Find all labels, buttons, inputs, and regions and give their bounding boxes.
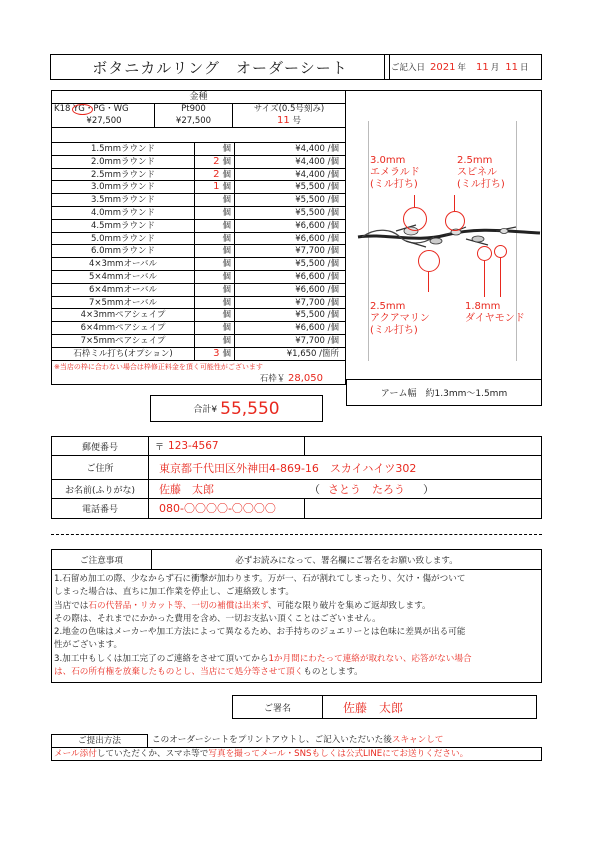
date-month[interactable]: 11 <box>475 61 489 73</box>
stone-price: ¥5,500 /個 <box>295 310 339 321</box>
stone-row[interactable] <box>51 245 346 258</box>
stone-price: ¥4,400 /個 <box>295 144 339 154</box>
stone-qty-unit: 個 <box>222 233 231 244</box>
stone-quantity[interactable] <box>195 297 235 309</box>
stone-price: ¥4,400 /個 <box>295 169 339 180</box>
furigana-value[interactable]: さとう たろう <box>328 483 405 496</box>
stone-row[interactable] <box>51 181 346 194</box>
stone-price: ¥5,500 /個 <box>295 182 339 193</box>
stone-name: 6×4mmオーバル <box>52 284 195 296</box>
stone-list <box>51 142 346 361</box>
stone-qty-unit: 個 <box>222 156 231 167</box>
stone-row[interactable] <box>51 156 346 169</box>
stone-price: ¥7,700 /個 <box>295 246 339 257</box>
stone-qty-value[interactable]: 3 <box>213 347 220 359</box>
k18-prefix: K18 <box>54 104 71 114</box>
stone-qty-unit: 個 <box>222 195 231 206</box>
stone-qty-unit: 個 <box>222 220 231 231</box>
name-field[interactable]: 佐藤 太郎 （ さとう たろう ） <box>159 483 434 496</box>
date-field[interactable] <box>384 54 542 80</box>
signature-box[interactable] <box>232 695 537 719</box>
stone-row[interactable] <box>51 284 346 297</box>
stone-name: 7×5mmオーバル <box>52 297 195 309</box>
submission-instructions: メール添付していただくか、スマホ等で写真を撮ってメール・SNSもしくは公式LINEにてお送りください。 <box>51 747 542 761</box>
notes-heading: ご注意事項 <box>52 550 152 569</box>
stone-name: 5×4mmオーバル <box>52 271 195 283</box>
postal-field[interactable] <box>149 437 305 455</box>
diamond-marker-1 <box>477 246 492 261</box>
k18-options: YG・PG・WG <box>73 104 129 114</box>
stone-name: 4×3mmペアシェイプ <box>52 309 195 321</box>
stone-name: 4.0mmラウンド <box>52 207 195 219</box>
pt-price: ¥27,500 <box>175 116 212 126</box>
day-unit: 日 <box>519 63 529 73</box>
postal-value[interactable]: 123-4567 <box>168 440 219 452</box>
arm-width-box <box>346 380 542 406</box>
grand-total-box <box>150 395 323 422</box>
diamond-marker-2 <box>494 245 507 258</box>
stone-name: 3.0mmラウンド <box>52 181 195 193</box>
stone-qty-unit: 個 <box>222 207 231 218</box>
stone-quantity[interactable] <box>195 335 235 347</box>
stone-row[interactable] <box>51 220 346 233</box>
stone-row[interactable] <box>51 207 346 220</box>
stone-price: ¥1,650 /箇所 <box>286 348 339 359</box>
stone-row[interactable] <box>51 322 346 335</box>
address-label: ご住所 <box>52 456 149 479</box>
stone-quantity[interactable] <box>195 156 235 168</box>
selection-circle <box>72 104 93 115</box>
stone-qty-unit: 個 <box>222 348 231 359</box>
stone-price: ¥6,600 /個 <box>295 220 339 231</box>
phone-label: 電話番号 <box>52 499 149 518</box>
size-value[interactable]: 11 <box>277 115 290 126</box>
stone-qty-value[interactable]: 2 <box>213 168 220 180</box>
emerald-label: 3.0mm エメラルド (ミル打ち) <box>370 155 420 190</box>
metal-section <box>51 90 346 128</box>
stone-qty-unit: 個 <box>222 297 231 308</box>
date-label: ご記入日 <box>391 63 426 73</box>
stone-quantity[interactable] <box>195 348 235 360</box>
stone-qty-unit: 個 <box>222 169 231 180</box>
stone-quantity[interactable] <box>195 258 235 270</box>
date-year[interactable]: 2021 <box>430 61 456 73</box>
title-text: ボタニカルリング オーダーシート <box>92 58 348 77</box>
aquamarine-marker <box>418 250 440 272</box>
stone-name: 2.5mmラウンド <box>52 169 195 181</box>
stone-price: ¥5,500 /個 <box>295 207 339 218</box>
stone-qty-value[interactable]: 1 <box>213 181 220 193</box>
stone-total <box>51 373 346 385</box>
page-title <box>50 54 390 80</box>
aquamarine-label: 2.5mm アクアマリン (ミル打ち) <box>370 301 430 336</box>
stone-row[interactable] <box>51 194 346 207</box>
stone-row[interactable] <box>51 258 346 271</box>
dashed-separator <box>51 534 542 535</box>
stone-row[interactable] <box>51 348 346 361</box>
month-unit: 月 <box>490 63 500 73</box>
stone-qty-unit: 個 <box>222 259 231 270</box>
address-value[interactable]: 東京都千代田区外神田4-869-16 スカイハイツ302 <box>159 461 417 475</box>
ring-illustration-area <box>346 90 542 380</box>
stone-row[interactable] <box>51 297 346 310</box>
stone-row[interactable] <box>51 335 346 348</box>
stone-quantity[interactable] <box>195 233 235 245</box>
stone-name: 1.5mmラウンド <box>52 143 195 155</box>
stone-name: 4.5mmラウンド <box>52 220 195 232</box>
postal-prefix: 〒 <box>155 442 165 453</box>
stone-quantity[interactable] <box>195 284 235 296</box>
pt-name: Pt900 <box>181 104 206 114</box>
name-value[interactable]: 佐藤 太郎 <box>159 483 214 496</box>
stone-row[interactable] <box>51 143 346 156</box>
submission-label: ご提出方法 <box>51 734 148 747</box>
stone-name: 5.0mmラウンド <box>52 233 195 245</box>
postal-label: 郵便番号 <box>52 437 149 455</box>
metal-heading: 金種 <box>189 92 208 102</box>
grand-total-value[interactable]: 55,550 <box>220 398 280 419</box>
stones-note: ※当店の枠に合わない場合は枠修正料金を頂く可能性がございます <box>51 361 346 373</box>
stone-price: ¥6,600 /個 <box>295 233 339 244</box>
stone-qty-unit: 個 <box>222 182 231 193</box>
stone-quantity[interactable] <box>195 220 235 232</box>
stone-qty-unit: 個 <box>222 335 231 346</box>
pt-cell[interactable] <box>155 104 233 127</box>
size-unit: 号 <box>292 116 301 126</box>
name-label: お名前(ふりがな) <box>52 480 149 498</box>
stone-qty-unit: 個 <box>222 284 231 295</box>
stone-quantity[interactable] <box>195 143 235 155</box>
stone-price: ¥7,700 /個 <box>295 335 339 346</box>
order-table <box>51 90 346 385</box>
stone-quantity[interactable] <box>195 271 235 283</box>
stone-price: ¥6,600 /個 <box>295 323 339 334</box>
stone-name: 6×4mmペアシェイプ <box>52 322 195 334</box>
stone-row[interactable] <box>51 309 346 322</box>
notes-body: 1.石留め加工の際、少なからず石に衝撃が加わります。万が一、石が割れてしまったり、欠け・傷がついて しまった場合は、直ちに加工作業を停止し、ご連絡致します。 当店では石の代替品・リカット等、一切の補償は出来ず、可能な限り破片を集めご返却致します。 その際は、それまでにかかった費用を含め、一切お支払い頂くことはございません。 2.地金の色味はメーカーや加工方法によって異なるため、お手持ちのジュエリーとは色味に差異が出る可能 性がございます。 3.加工中もしくは加工完了のご連絡をさせて頂いてから1か月間にわたって連絡が取れない、応答がない場合 は、石の所有権を放棄したものとし、当店にて処分等させて頂くものとします。 <box>54 574 472 678</box>
emerald-marker <box>403 207 427 231</box>
stone-qty-unit: 個 <box>222 144 231 154</box>
stone-row[interactable] <box>51 271 346 284</box>
k18-cell[interactable] <box>52 104 155 127</box>
grand-total-label: 合計¥ <box>193 405 218 415</box>
stone-price: ¥5,500 /個 <box>295 195 339 206</box>
stone-quantity[interactable] <box>195 322 235 334</box>
stone-quantity[interactable] <box>195 309 235 321</box>
stone-qty-value[interactable]: 2 <box>213 155 220 167</box>
phone-value[interactable]: 080-〇〇〇〇-〇〇〇〇 <box>159 502 276 515</box>
stone-name: 3.5mmラウンド <box>52 194 195 206</box>
stone-name: 石枠ミル打ち(オプション) <box>52 348 195 360</box>
customer-info-table <box>51 436 542 519</box>
submission-section: ご提出方法 このオーダーシートをプリントアウトし、ご記入いただいた後スキャンして メール添付していただくか、スマホ等で写真を撮ってメール・SNSもしくは公式LINEにてお送りください。 <box>51 734 542 761</box>
arm-width-text: アーム幅 約1.3mm～1.5mm <box>380 389 508 399</box>
stone-quantity[interactable] <box>195 169 235 181</box>
spinel-label: 2.5mm スピネル (ミル打ち) <box>457 155 505 190</box>
phone-field[interactable] <box>149 499 305 518</box>
stone-price: ¥6,600 /個 <box>295 271 339 282</box>
stone-quantity[interactable] <box>195 194 235 206</box>
stone-total-label: 石枠￥ <box>259 373 286 384</box>
stone-row[interactable] <box>51 169 346 182</box>
stone-price: ¥4,400 /個 <box>295 156 339 167</box>
size-cell[interactable] <box>233 104 345 127</box>
stone-quantity[interactable] <box>195 181 235 193</box>
size-label: サイズ(0.5号刻み) <box>253 104 325 114</box>
signature-label: ご署名 <box>233 696 323 718</box>
spinel-marker <box>445 211 465 231</box>
stone-name: 2.0mmラウンド <box>52 156 195 168</box>
stone-qty-unit: 個 <box>222 323 231 334</box>
stone-qty-unit: 個 <box>222 271 231 282</box>
stone-qty-unit: 個 <box>222 246 231 257</box>
stone-quantity[interactable] <box>195 207 235 219</box>
stone-quantity[interactable] <box>195 245 235 257</box>
stone-price: ¥7,700 /個 <box>295 297 339 308</box>
stone-name: 6.0mmラウンド <box>52 245 195 257</box>
notes-intro: 必ずお読みになって、署名欄にご署名をお願い致します。 <box>235 555 458 566</box>
stone-row[interactable] <box>51 233 346 246</box>
k18-price: ¥27,500 <box>86 116 122 126</box>
stone-price: ¥6,600 /個 <box>295 284 339 295</box>
stone-price: ¥5,500 /個 <box>295 259 339 270</box>
date-day[interactable]: 11 <box>505 61 518 73</box>
stone-name: 7×5mmペアシェイプ <box>52 335 195 347</box>
signature-value[interactable]: 佐藤 太郎 <box>343 700 404 715</box>
notes-section <box>51 549 542 683</box>
stone-total-value[interactable]: 28,050 <box>288 372 323 384</box>
stone-name: 4×3mmオーバル <box>52 258 195 270</box>
year-unit: 年 <box>457 63 466 73</box>
stone-qty-unit: 個 <box>222 310 231 321</box>
diamond-label: 1.8mm ダイヤモンド <box>465 301 525 324</box>
